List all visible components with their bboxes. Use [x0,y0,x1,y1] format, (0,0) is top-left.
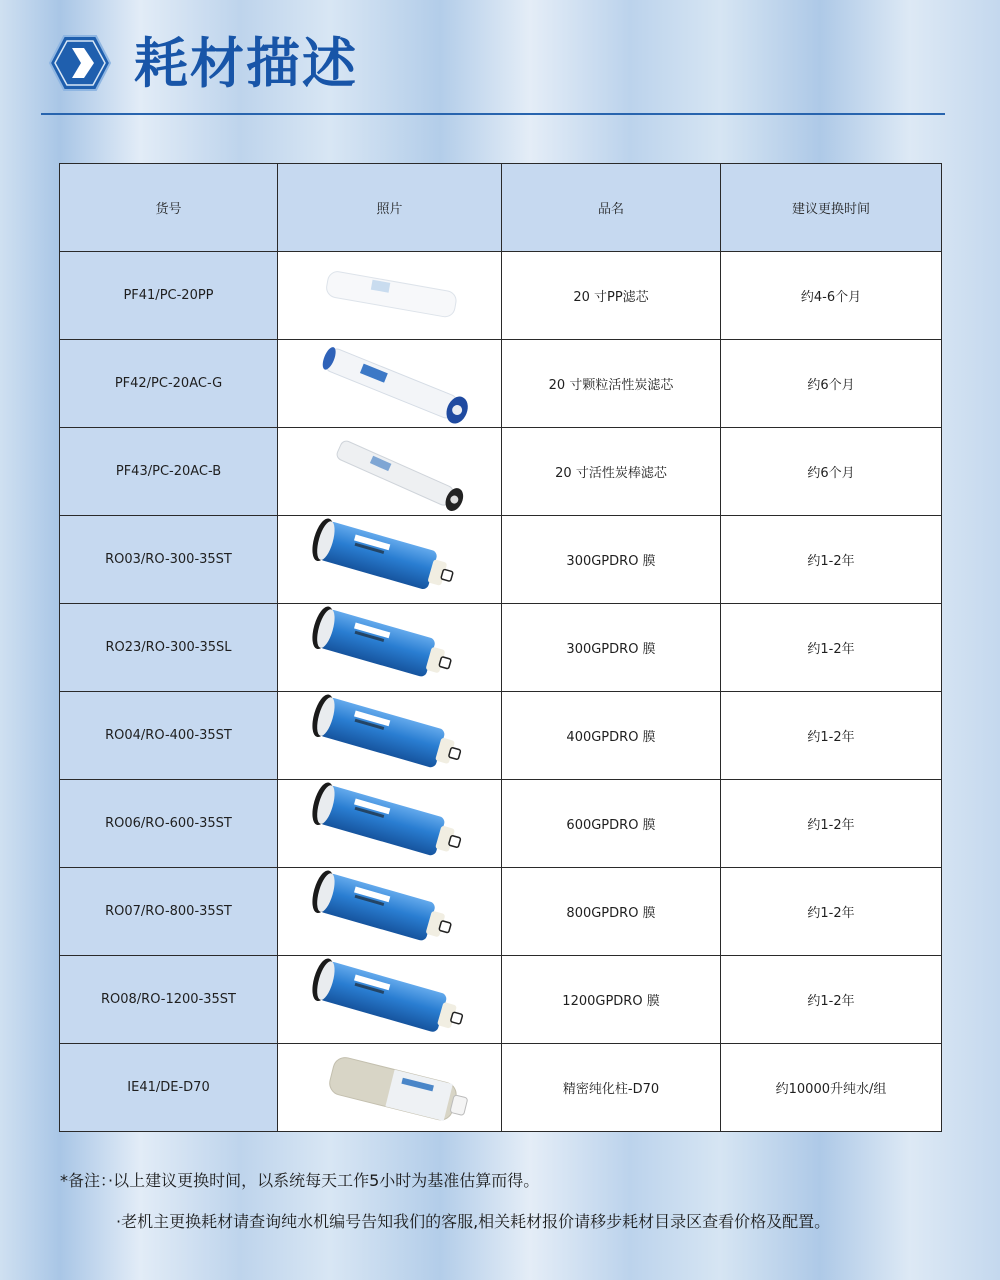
table-row [60,1044,942,1132]
ro-membrane-cartridge-image [278,693,501,779]
cell-interval: 约1-2年 [721,956,942,1044]
cell-name: 400GPDRO 膜 [502,692,721,780]
note-line-1: *备注：·以上建议更换时间，以系统每天工作5小时为基准估算而得。 [60,1171,540,1190]
ro-membrane-cartridge-image [278,869,501,955]
cell-photo [278,340,502,428]
cell-code: IE41/DE-D70 [60,1044,278,1132]
header-photo: 照片 [278,164,502,252]
cell-photo [278,516,502,604]
cell-code: PF42/PC-20AC-G [60,340,278,428]
cell-photo [278,604,502,692]
cell-interval: 约1-2年 [721,604,942,692]
note-line-2: ·老机主更换耗材请查询纯水机编号告知我们的客服,相关耗材报价请移步耗材目录区查看价格及配置。 [116,1212,831,1231]
cell-code: RO08/RO-1200-35ST [60,956,278,1044]
table-row [60,956,942,1044]
cell-name: 20 寸PP滤芯 [502,252,721,340]
cell-code: PF43/PC-20AC-B [60,428,278,516]
table-row [60,428,942,516]
ro-membrane-cartridge-image [278,605,501,691]
cell-code: RO03/RO-300-35ST [60,516,278,604]
pp-sediment-filter-cartridge-image [278,253,501,339]
deionization-resin-column-image [278,1045,501,1131]
table-row [60,340,942,428]
granular-carbon-filter-cartridge-image [278,341,501,427]
cell-interval: 约1-2年 [721,868,942,956]
header-interval: 建议更换时间 [721,164,942,252]
cell-code: RO06/RO-600-35ST [60,780,278,868]
table-header-row [60,164,942,252]
cell-code: RO23/RO-300-35SL [60,604,278,692]
ro-membrane-cartridge-image [278,517,501,603]
table-row [60,252,942,340]
title-divider [41,113,945,115]
cell-name: 20 寸活性炭棒滤芯 [502,428,721,516]
cell-photo [278,868,502,956]
cell-photo [278,780,502,868]
cell-name: 800GPDRO 膜 [502,868,721,956]
cell-interval: 约1-2年 [721,516,942,604]
consumables-table [59,163,942,1132]
cell-photo [278,252,502,340]
cell-interval: 约4-6个月 [721,252,942,340]
cell-code: PF41/PC-20PP [60,252,278,340]
cell-interval: 约6个月 [721,340,942,428]
cell-name: 300GPDRO 膜 [502,516,721,604]
cell-code: RO04/RO-400-35ST [60,692,278,780]
cell-interval: 约10000升纯水/组 [721,1044,942,1132]
page-title: 耗材描述 [134,32,358,95]
table-row [60,604,942,692]
cell-interval: 约1-2年 [721,692,942,780]
cell-interval: 约1-2年 [721,780,942,868]
page-header [48,28,948,108]
cell-name: 1200GPDRO 膜 [502,956,721,1044]
cell-name: 600GPDRO 膜 [502,780,721,868]
header-code: 货号 [60,164,278,252]
header-name: 品名 [502,164,721,252]
cell-name: 精密纯化柱-D70 [502,1044,721,1132]
cell-photo [278,1044,502,1132]
table-row [60,868,942,956]
ro-membrane-cartridge-image [278,957,501,1043]
cell-photo [278,428,502,516]
cell-code: RO07/RO-800-35ST [60,868,278,956]
cell-name: 20 寸颗粒活性炭滤芯 [502,340,721,428]
table-row [60,692,942,780]
table-row [60,516,942,604]
cell-name: 300GPDRO 膜 [502,604,721,692]
table-row [60,780,942,868]
ro-membrane-cartridge-image [278,781,501,867]
cell-photo [278,956,502,1044]
carbon-block-filter-cartridge-image [278,429,501,515]
cell-interval: 约6个月 [721,428,942,516]
cell-photo [278,692,502,780]
chevron-hexagon-icon [48,34,112,92]
